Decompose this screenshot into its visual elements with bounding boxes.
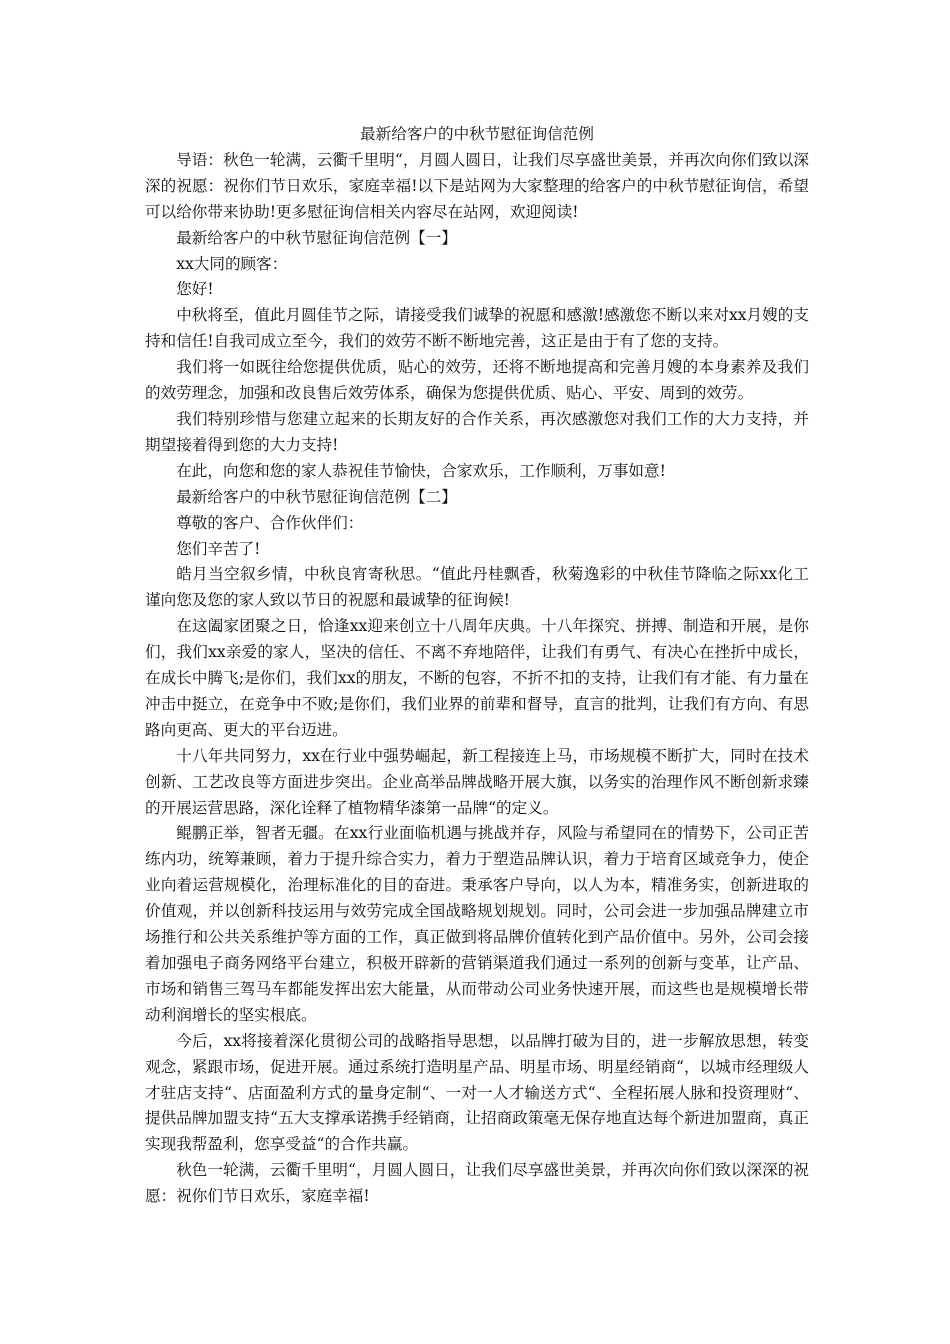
salutation: xx大同的顾客： xyxy=(176,254,288,273)
section-heading-one: 最新给客户的中秋节慰征询信范例【一】 xyxy=(176,228,457,247)
paragraph: 皓月当空叙乡情，中秋良宵寄秋思。“值此丹桂飘香，秋菊逸彩的中秋佳节降临之际xx化工谨向您及您的家人致以节日的祝愿和最诚挚的征询候! xyxy=(145,565,809,610)
paragraph: 十八年共同努力，xx在行业中强势崛起，新工程接连上马，市场规模不断扩大，同时在技术创新、工艺改良等方面进步突出。企业高举品牌战略开展大旗，以务实的治理作风不断创新求臻的开展运营思路，深化诠释了植物精华漆第一品牌“的定义。 xyxy=(145,746,809,817)
paragraph: 我们特别珍惜与您建立起来的长期友好的合作关系，再次感激您对我们工作的大力支持，并期望接着得到您的大力支持! xyxy=(145,409,809,454)
closing-wishes: 在此，向您和您的家人恭祝佳节愉快，合家欢乐，工作顺利，万事如意! xyxy=(176,461,666,480)
salutation: 尊敬的客户、合作伙伴们： xyxy=(176,513,364,532)
paragraph-intro: 导语：秋色一轮满，云衢千里明“，月圆人圆日，让我们尽享盛世美景，并再次向你们致以深深的祝愿：祝你们节日欢乐，家庭幸福!以下是站网为大家整理的给客户的中秋节慰征询信，希望可以给你带来协助!更多慰征询信相关内容尽在站网，欢迎阅读! xyxy=(145,150,809,221)
paragraph: 今后，xx将接着深化贯彻公司的战略指导思想，以品牌打破为目的，进一步解放思想，转变观念，紧跟市场，促进开展。通过系统打造明星产品、明星市场、明星经销商“，以城市经理级人才驻店支持“、店面盈利方式的量身定制“、一对一人才输送方式“、全程拓展人脉和投资理财“、提供品牌加盟支持“五大支撑承诺携手经销商，让招商政策毫无保存地直达每个新进加盟商，真正实现我帮盈利，您享受益“的合作共赢。 xyxy=(145,1031,809,1154)
greeting: 您们辛苦了! xyxy=(176,539,261,558)
document-title: 最新给客户的中秋节慰征询信范例 xyxy=(360,125,594,143)
paragraph: 鲲鹏正举，智者无疆。在xx行业面临机遇与挑战并存，风险与希望同在的情势下，公司正苦练内功，统筹兼顾，着力于提升综合实力，着力于塑造品牌认识，着力于培育区域竞争力，使企业向着运营规模化，治理标准化的目的奋进。秉承客户导向，以人为本，精准务实，创新进取的价值观，并以创新科技运用与效劳完成全国战略规划规划。同时，公司会进一步加强品牌建立市场推行和公共关系维护等方面的工作，真正做到将品牌价值转化到产品价值中。另外，公司会接着加强电子商务网络平台建立，积极开辟新的营销渠道我们通过一系列的创新与变革，让产品、市场和销售三驾马车都能发挥出宏大能量，从而带动公司业务快速开展，而这些也是规模增长带动利润增长的坚实根底。 xyxy=(145,824,809,1024)
section-heading-two: 最新给客户的中秋节慰征询信范例【二】 xyxy=(176,487,457,506)
paragraph: 中秋将至，值此月圆佳节之际，请接受我们诚挚的祝愿和感激!感激您不断以来对xx月嫂的支持和信任!自我司成立至今，我们的效劳不断不断地完善，这正是由于有了您的支持。 xyxy=(145,306,809,351)
paragraph: 我们将一如既往给您提供优质，贴心的效劳，还将不断地提高和完善月嫂的本身素养及我们的效劳理念，加强和改良售后效劳体系，确保为您提供优质、贴心、平安、周到的效劳。 xyxy=(145,358,809,403)
closing-paragraph: 秋色一轮满，云衢千里明“，月圆人圆日，让我们尽享盛世美景，并再次向你们致以深深的祝愿：祝你们节日欢乐，家庭幸福! xyxy=(145,1161,809,1206)
paragraph: 在这阖家团聚之日，恰逢xx迎来创立十八周年庆典。十八年探究、拼搏、制造和开展，是你们，我们xx亲爱的家人，坚决的信任、不离不弃地陪伴，让我们有勇气、有决心在挫折中成长，在成长中腾飞;是你们，我们xx的朋友，不断的包容，不折不扣的支持，让我们有才能、有力量在冲击中挺立，在竞争中不败;是你们，我们业界的前辈和督导，直言的批判，让我们有方向、有思路向更高、更大的平台迈进。 xyxy=(145,617,809,739)
greeting: 您好! xyxy=(176,280,214,299)
document-page xyxy=(145,122,809,1210)
